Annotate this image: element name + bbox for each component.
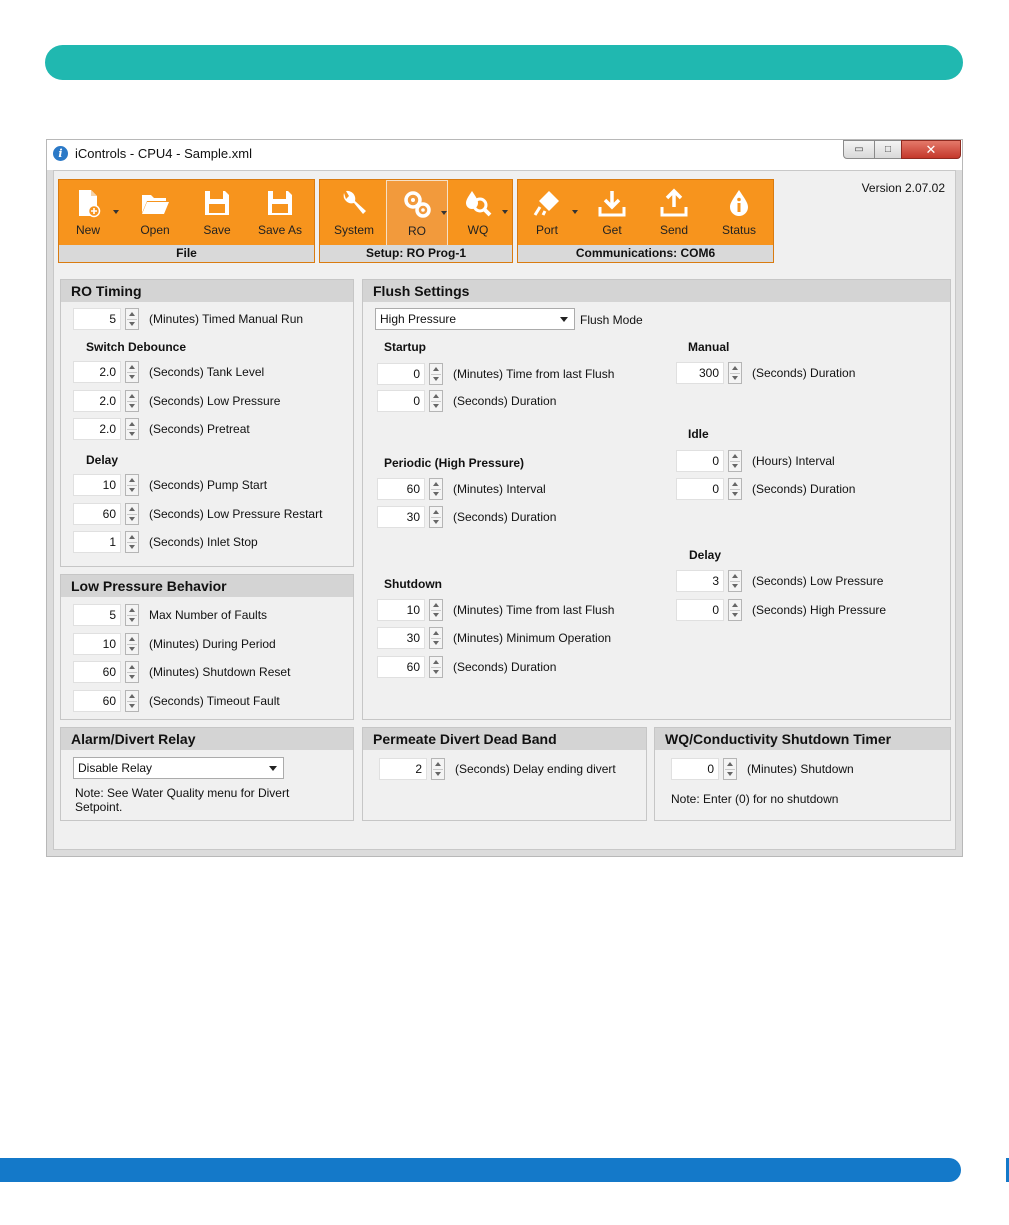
ribbon-group-setup bbox=[319, 179, 513, 263]
ro-dropdown-icon[interactable] bbox=[441, 211, 447, 215]
info-icon: i bbox=[53, 146, 68, 161]
shutdown-reset-input[interactable]: 60 bbox=[73, 661, 121, 683]
alarm-note: Note: See Water Quality menu for Divert Setpoint. bbox=[75, 786, 290, 814]
wq-label: WQ bbox=[467, 223, 489, 237]
close-button[interactable]: ✕ bbox=[901, 140, 961, 159]
spin-arrows-icon[interactable] bbox=[125, 531, 139, 553]
file-group-label: File bbox=[59, 245, 314, 262]
max-faults-input[interactable]: 5 bbox=[73, 604, 121, 626]
periodic-duration-input[interactable]: 30 bbox=[377, 506, 425, 528]
title-bar bbox=[47, 140, 962, 170]
flush-settings-title: Flush Settings bbox=[363, 280, 950, 302]
delay-high-pressure-input[interactable]: 0 bbox=[676, 599, 724, 621]
spin-arrows-icon[interactable] bbox=[125, 474, 139, 496]
shutdown-duration-input[interactable]: 60 bbox=[377, 656, 425, 678]
ro-label: RO bbox=[408, 224, 426, 238]
low-pressure-behavior-title: Low Pressure Behavior bbox=[61, 575, 353, 597]
idle-heading: Idle bbox=[688, 427, 709, 441]
get-label: Get bbox=[602, 223, 622, 237]
shutdown-time-input[interactable]: 10 bbox=[377, 599, 425, 621]
delay-low-pressure-label: (Seconds) Low Pressure bbox=[752, 574, 884, 588]
upload-icon bbox=[658, 187, 690, 219]
send-button[interactable] bbox=[644, 180, 704, 246]
client-area bbox=[53, 170, 956, 850]
spin-arrows-icon[interactable] bbox=[429, 599, 443, 621]
maximize-button[interactable]: □ bbox=[874, 140, 902, 159]
ro-button[interactable] bbox=[386, 180, 448, 246]
spin-arrows-icon[interactable] bbox=[728, 599, 742, 621]
version-text: Version 2.07.02 bbox=[861, 181, 945, 195]
shutdown-duration-label: (Seconds) Duration bbox=[453, 660, 557, 674]
spin-arrows-icon[interactable] bbox=[431, 758, 445, 780]
system-label: System bbox=[333, 223, 374, 237]
spin-arrows-icon[interactable] bbox=[125, 633, 139, 655]
shutdown-reset-label: (Minutes) Shutdown Reset bbox=[149, 665, 291, 679]
startup-time-input[interactable]: 0 bbox=[377, 363, 425, 385]
spin-arrows-icon[interactable] bbox=[728, 478, 742, 500]
alarm-relay-select[interactable] bbox=[73, 757, 284, 779]
status-button[interactable] bbox=[708, 180, 770, 246]
idle-duration-label: (Seconds) Duration bbox=[752, 482, 856, 496]
spin-arrows-icon[interactable] bbox=[125, 690, 139, 712]
port-label: Port bbox=[535, 223, 558, 237]
plug-icon bbox=[531, 187, 563, 219]
manual-duration-label: (Seconds) Duration bbox=[752, 366, 856, 380]
startup-heading: Startup bbox=[384, 340, 426, 354]
tank-level-label: (Seconds) Tank Level bbox=[149, 365, 265, 379]
spin-arrows-icon[interactable] bbox=[728, 450, 742, 472]
manual-duration-input[interactable]: 300 bbox=[676, 362, 724, 384]
wq-note: Note: Enter (0) for no shutdown bbox=[671, 792, 839, 806]
chevron-down-icon[interactable] bbox=[560, 317, 568, 322]
pretreat-input[interactable]: 2.0 bbox=[73, 418, 121, 440]
alarm-relay-value: Disable Relay bbox=[78, 761, 153, 775]
delay-heading: Delay bbox=[86, 453, 119, 467]
during-period-label: (Minutes) During Period bbox=[149, 637, 276, 651]
flush-mode-value: High Pressure bbox=[380, 312, 457, 326]
wq-dropdown-icon[interactable] bbox=[502, 210, 508, 214]
spin-arrows-icon[interactable] bbox=[429, 390, 443, 412]
new-file-icon bbox=[72, 187, 104, 219]
wrench-icon bbox=[338, 187, 370, 219]
get-button[interactable] bbox=[582, 180, 642, 246]
window-title: iControls - CPU4 - Sample.xml bbox=[75, 146, 252, 161]
max-faults-label: Max Number of Faults bbox=[149, 608, 268, 622]
floppy-disk-icon bbox=[264, 187, 296, 219]
permeate-divert-dead-band-title: Permeate Divert Dead Band bbox=[363, 728, 646, 750]
setup-group-label: Setup: RO Prog-1 bbox=[320, 245, 512, 262]
delay-low-pressure-input[interactable]: 3 bbox=[676, 570, 724, 592]
water-quality-magnifier-icon bbox=[462, 187, 494, 219]
open-button[interactable] bbox=[125, 180, 185, 246]
new-label: New bbox=[75, 223, 100, 237]
header-banner bbox=[45, 45, 963, 80]
status-label: Status bbox=[721, 223, 757, 237]
pretreat-label: (Seconds) Pretreat bbox=[149, 422, 250, 436]
tank-level-input[interactable]: 2.0 bbox=[73, 361, 121, 383]
save-button[interactable] bbox=[187, 180, 247, 246]
idle-duration-input[interactable]: 0 bbox=[676, 478, 724, 500]
inlet-stop-label: (Seconds) Inlet Stop bbox=[149, 535, 258, 549]
spin-arrows-icon[interactable] bbox=[429, 656, 443, 678]
open-label: Open bbox=[140, 223, 170, 237]
delay-high-pressure-label: (Seconds) High Pressure bbox=[752, 603, 887, 617]
low-pressure-debounce-input[interactable]: 2.0 bbox=[73, 390, 121, 412]
idle-interval-label: (Hours) Interval bbox=[752, 454, 835, 468]
ribbon-group-communications bbox=[517, 179, 774, 263]
spin-arrows-icon[interactable] bbox=[125, 308, 139, 330]
alarm-divert-relay-title: Alarm/Divert Relay bbox=[61, 728, 353, 750]
spin-arrows-icon[interactable] bbox=[125, 604, 139, 626]
flush-mode-label: Flush Mode bbox=[580, 313, 643, 327]
spin-arrows-icon[interactable] bbox=[728, 570, 742, 592]
pump-start-label: (Seconds) Pump Start bbox=[149, 478, 268, 492]
wq-conductivity-shutdown-timer-panel bbox=[654, 727, 951, 821]
timeout-fault-input[interactable]: 60 bbox=[73, 690, 121, 712]
spin-arrows-icon[interactable] bbox=[125, 503, 139, 525]
during-period-input[interactable]: 10 bbox=[73, 633, 121, 655]
startup-duration-input[interactable]: 0 bbox=[377, 390, 425, 412]
low-pressure-restart-label: (Seconds) Low Pressure Restart bbox=[149, 507, 323, 521]
port-button[interactable] bbox=[518, 180, 576, 246]
periodic-duration-label: (Seconds) Duration bbox=[453, 510, 557, 524]
low-pressure-debounce-label: (Seconds) Low Pressure bbox=[149, 394, 281, 408]
wq-conductivity-shutdown-timer-title: WQ/Conductivity Shutdown Timer bbox=[655, 728, 950, 750]
flush-delay-heading: Delay bbox=[689, 548, 722, 562]
save-as-button[interactable] bbox=[249, 180, 311, 246]
save-label: Save bbox=[203, 223, 231, 237]
timeout-fault-label: (Seconds) Timeout Fault bbox=[149, 694, 280, 708]
footer-banner bbox=[0, 1158, 961, 1182]
alarm-divert-relay-panel bbox=[60, 727, 354, 821]
startup-duration-label: (Seconds) Duration bbox=[453, 394, 557, 408]
minimize-button[interactable]: ▭ bbox=[843, 140, 875, 159]
chevron-down-icon[interactable] bbox=[269, 766, 277, 771]
permeate-divert-dead-band-panel bbox=[362, 727, 647, 821]
new-dropdown-icon[interactable] bbox=[113, 210, 119, 214]
floppy-disk-icon bbox=[201, 187, 233, 219]
shutdown-min-op-input[interactable]: 30 bbox=[377, 627, 425, 649]
periodic-interval-label: (Minutes) Interval bbox=[453, 482, 546, 496]
port-dropdown-icon[interactable] bbox=[572, 210, 578, 214]
download-icon bbox=[596, 187, 628, 219]
spin-arrows-icon[interactable] bbox=[125, 661, 139, 683]
shutdown-min-op-label: (Minutes) Minimum Operation bbox=[453, 631, 612, 645]
spin-arrows-icon[interactable] bbox=[125, 418, 139, 440]
new-button[interactable] bbox=[59, 180, 117, 246]
periodic-heading: Periodic (High Pressure) bbox=[384, 456, 525, 470]
app-window bbox=[46, 139, 963, 857]
flush-mode-select[interactable] bbox=[375, 308, 575, 330]
status-info-drop-icon bbox=[723, 187, 755, 219]
ribbon-group-file bbox=[58, 179, 315, 263]
wq-shutdown-label: (Minutes) Shutdown bbox=[747, 762, 854, 776]
shutdown-time-label: (Minutes) Time from last Flush bbox=[453, 603, 615, 617]
spin-arrows-icon[interactable] bbox=[429, 363, 443, 385]
spin-arrows-icon[interactable] bbox=[429, 506, 443, 528]
low-pressure-restart-input[interactable]: 60 bbox=[73, 503, 121, 525]
ro-timing-title: RO Timing bbox=[61, 280, 353, 302]
send-label: Send bbox=[659, 223, 689, 237]
spin-arrows-icon[interactable] bbox=[728, 362, 742, 384]
system-button[interactable] bbox=[324, 180, 384, 246]
communications-group-label: Communications: COM6 bbox=[518, 245, 773, 262]
shutdown-heading: Shutdown bbox=[384, 577, 442, 591]
switch-debounce-heading: Switch Debounce bbox=[86, 340, 187, 354]
permeate-delay-input[interactable]: 2 bbox=[379, 758, 427, 780]
save-as-label: Save As bbox=[257, 223, 303, 237]
wq-button[interactable] bbox=[448, 180, 508, 246]
spin-arrows-icon[interactable] bbox=[429, 478, 443, 500]
inlet-stop-input[interactable]: 1 bbox=[73, 531, 121, 553]
folder-open-icon bbox=[139, 187, 171, 219]
spin-arrows-icon[interactable] bbox=[723, 758, 737, 780]
timed-manual-run-input[interactable]: 5 bbox=[73, 308, 121, 330]
pump-start-input[interactable]: 10 bbox=[73, 474, 121, 496]
idle-interval-input[interactable]: 0 bbox=[676, 450, 724, 472]
startup-time-label: (Minutes) Time from last Flush bbox=[453, 367, 615, 381]
spin-arrows-icon[interactable] bbox=[125, 390, 139, 412]
permeate-delay-label: (Seconds) Delay ending divert bbox=[455, 762, 616, 776]
manual-heading: Manual bbox=[688, 340, 730, 354]
periodic-interval-input[interactable]: 60 bbox=[377, 478, 425, 500]
ro-timing-panel bbox=[60, 279, 354, 567]
flush-settings-panel bbox=[362, 279, 951, 720]
spin-arrows-icon[interactable] bbox=[125, 361, 139, 383]
wq-shutdown-input[interactable]: 0 bbox=[671, 758, 719, 780]
gears-icon bbox=[401, 188, 433, 220]
low-pressure-behavior-panel bbox=[60, 574, 354, 720]
timed-manual-run-label: (Minutes) Timed Manual Run bbox=[149, 312, 304, 326]
spin-arrows-icon[interactable] bbox=[429, 627, 443, 649]
